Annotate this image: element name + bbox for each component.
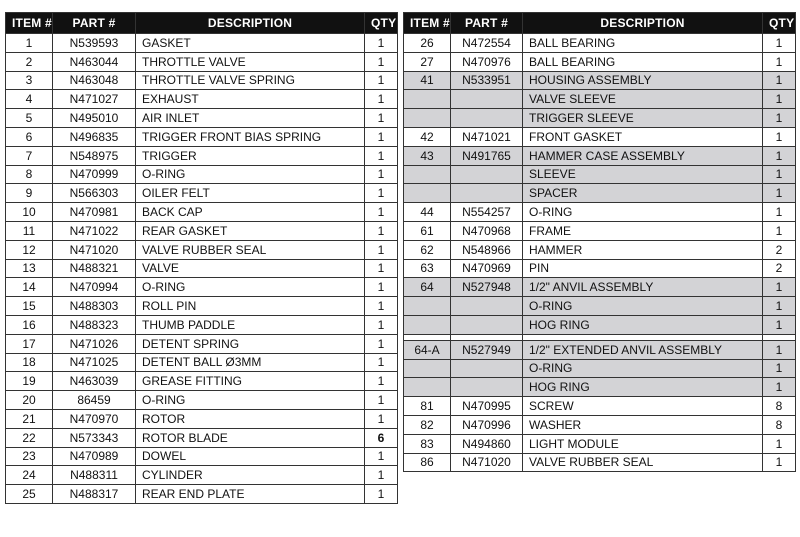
table-row — [404, 109, 796, 128]
qty-cell: 1 — [763, 52, 796, 71]
description-cell: DOWEL — [136, 447, 365, 466]
table-row — [404, 434, 796, 453]
header-qty: QTY — [763, 13, 796, 34]
part-number-cell: N463039 — [53, 372, 136, 391]
item-cell: 3 — [6, 71, 53, 90]
table-row — [404, 453, 796, 472]
item-cell: 14 — [6, 278, 53, 297]
table-row — [404, 378, 796, 397]
qty-cell: 1 — [763, 34, 796, 53]
qty-cell: 8 — [763, 397, 796, 416]
item-cell: 26 — [404, 34, 451, 53]
item-cell — [404, 90, 451, 109]
qty-cell: 1 — [365, 391, 398, 410]
item-cell: 13 — [6, 259, 53, 278]
item-cell: 81 — [404, 397, 451, 416]
description-cell: FRONT GASKET — [523, 127, 763, 146]
table-row — [404, 203, 796, 222]
item-cell: 16 — [6, 315, 53, 334]
table-row — [6, 259, 398, 278]
part-number-cell: N488323 — [53, 315, 136, 334]
part-number-cell: N470970 — [53, 409, 136, 428]
part-number-cell: N471021 — [451, 127, 523, 146]
header-part: PART # — [451, 13, 523, 34]
qty-cell: 1 — [763, 203, 796, 222]
qty-cell: 2 — [763, 259, 796, 278]
qty-cell: 1 — [365, 203, 398, 222]
header-part: PART # — [53, 13, 136, 34]
qty-cell: 8 — [763, 415, 796, 434]
table-row — [6, 372, 398, 391]
description-cell: TRIGGER SLEEVE — [523, 109, 763, 128]
description-cell: OILER FELT — [136, 184, 365, 203]
table-row — [6, 71, 398, 90]
table-row — [6, 90, 398, 109]
item-cell: 15 — [6, 297, 53, 316]
table-row — [6, 334, 398, 353]
item-cell: 42 — [404, 127, 451, 146]
table-row — [6, 109, 398, 128]
description-cell: SPACER — [523, 184, 763, 203]
part-number-cell: N527948 — [451, 278, 523, 297]
description-cell: O-RING — [136, 278, 365, 297]
item-cell: 4 — [6, 90, 53, 109]
header-description: DESCRIPTION — [523, 13, 763, 34]
description-cell: O-RING — [523, 297, 763, 316]
table-row — [404, 165, 796, 184]
parts-table-left — [5, 12, 398, 504]
part-number-cell: N527949 — [451, 340, 523, 359]
part-number-cell: N470994 — [53, 278, 136, 297]
header-row — [404, 13, 796, 34]
qty-cell: 1 — [763, 340, 796, 359]
qty-cell: 1 — [365, 409, 398, 428]
description-cell: CYLINDER — [136, 466, 365, 485]
part-number-cell: N539593 — [53, 34, 136, 53]
description-cell: BALL BEARING — [523, 34, 763, 53]
header-qty: QTY — [365, 13, 398, 34]
part-number-cell: N488303 — [53, 297, 136, 316]
table-row — [404, 397, 796, 416]
header-description: DESCRIPTION — [136, 13, 365, 34]
part-number-cell: N471020 — [53, 240, 136, 259]
description-cell: VALVE RUBBER SEAL — [523, 453, 763, 472]
description-cell: HOUSING ASSEMBLY — [523, 71, 763, 90]
description-cell: REAR GASKET — [136, 221, 365, 240]
table-row — [6, 184, 398, 203]
qty-cell: 1 — [365, 71, 398, 90]
qty-cell: 1 — [365, 184, 398, 203]
table-row — [404, 278, 796, 297]
item-cell: 62 — [404, 240, 451, 259]
description-cell: THROTTLE VALVE — [136, 52, 365, 71]
part-number-cell: N471027 — [53, 90, 136, 109]
part-number-cell: N496835 — [53, 127, 136, 146]
description-cell: REAR END PLATE — [136, 485, 365, 504]
part-number-cell: N488321 — [53, 259, 136, 278]
item-cell: 41 — [404, 71, 451, 90]
table-row — [6, 391, 398, 410]
item-cell: 82 — [404, 415, 451, 434]
table-row — [404, 184, 796, 203]
description-cell: AIR INLET — [136, 109, 365, 128]
table-row — [6, 165, 398, 184]
qty-cell: 1 — [763, 221, 796, 240]
qty-cell: 1 — [365, 334, 398, 353]
qty-cell: 1 — [365, 127, 398, 146]
description-cell: WASHER — [523, 415, 763, 434]
description-cell: SLEEVE — [523, 165, 763, 184]
description-cell: HAMMER — [523, 240, 763, 259]
part-number-cell: N470968 — [451, 221, 523, 240]
description-cell: VALVE — [136, 259, 365, 278]
description-cell: THROTTLE VALVE SPRING — [136, 71, 365, 90]
item-cell: 22 — [6, 428, 53, 447]
part-number-cell: N471022 — [53, 221, 136, 240]
item-cell: 12 — [6, 240, 53, 259]
part-number-cell: N463044 — [53, 52, 136, 71]
description-cell: BACK CAP — [136, 203, 365, 222]
item-cell: 61 — [404, 221, 451, 240]
part-number-cell — [451, 165, 523, 184]
description-cell: GREASE FITTING — [136, 372, 365, 391]
description-cell: 1/2" ANVIL ASSEMBLY — [523, 278, 763, 297]
table-row — [6, 52, 398, 71]
part-number-cell: N471026 — [53, 334, 136, 353]
qty-cell: 1 — [365, 109, 398, 128]
item-cell: 64-A — [404, 340, 451, 359]
description-cell: O-RING — [136, 165, 365, 184]
part-number-cell — [451, 109, 523, 128]
item-cell: 20 — [6, 391, 53, 410]
part-number-cell: N566303 — [53, 184, 136, 203]
item-cell: 5 — [6, 109, 53, 128]
qty-cell: 1 — [763, 71, 796, 90]
qty-cell: 1 — [365, 466, 398, 485]
item-cell: 21 — [6, 409, 53, 428]
table-row — [404, 315, 796, 334]
table-row — [6, 127, 398, 146]
qty-cell: 1 — [763, 165, 796, 184]
item-cell: 25 — [6, 485, 53, 504]
table-row — [6, 466, 398, 485]
table-row — [6, 146, 398, 165]
part-number-cell: N488311 — [53, 466, 136, 485]
part-number-cell: N470995 — [451, 397, 523, 416]
table-row — [404, 52, 796, 71]
item-cell: 23 — [6, 447, 53, 466]
table-row — [6, 240, 398, 259]
part-number-cell: N488317 — [53, 485, 136, 504]
description-cell: DETENT SPRING — [136, 334, 365, 353]
qty-cell: 1 — [763, 315, 796, 334]
item-cell: 1 — [6, 34, 53, 53]
qty-cell: 1 — [763, 184, 796, 203]
part-number-cell: N573343 — [53, 428, 136, 447]
qty-cell: 1 — [763, 297, 796, 316]
qty-cell: 2 — [763, 240, 796, 259]
description-cell: HAMMER CASE ASSEMBLY — [523, 146, 763, 165]
table-row — [404, 34, 796, 53]
part-number-cell: N533951 — [451, 71, 523, 90]
description-cell: HOG RING — [523, 315, 763, 334]
part-number-cell: N471025 — [53, 353, 136, 372]
item-cell: 6 — [6, 127, 53, 146]
table-row — [6, 353, 398, 372]
qty-cell: 1 — [365, 90, 398, 109]
description-cell: O-RING — [523, 359, 763, 378]
part-number-cell — [451, 315, 523, 334]
item-cell — [404, 109, 451, 128]
description-cell: TRIGGER FRONT BIAS SPRING — [136, 127, 365, 146]
qty-cell: 1 — [365, 146, 398, 165]
table-row — [6, 485, 398, 504]
description-cell: ROTOR BLADE — [136, 428, 365, 447]
item-cell: 9 — [6, 184, 53, 203]
qty-cell: 1 — [763, 278, 796, 297]
qty-cell: 1 — [763, 434, 796, 453]
table-row — [404, 359, 796, 378]
table-row — [404, 340, 796, 359]
item-cell — [404, 184, 451, 203]
table-row — [404, 259, 796, 278]
part-number-cell: N470999 — [53, 165, 136, 184]
qty-cell: 1 — [365, 297, 398, 316]
item-cell: 63 — [404, 259, 451, 278]
description-cell: O-RING — [523, 203, 763, 222]
table-row — [6, 409, 398, 428]
part-number-cell — [451, 90, 523, 109]
item-cell — [404, 165, 451, 184]
qty-cell: 1 — [365, 372, 398, 391]
description-cell: VALVE RUBBER SEAL — [136, 240, 365, 259]
qty-cell: 1 — [365, 447, 398, 466]
qty-cell: 1 — [365, 259, 398, 278]
description-cell: VALVE SLEEVE — [523, 90, 763, 109]
parts-table-right — [403, 12, 796, 472]
part-number-cell: N470981 — [53, 203, 136, 222]
part-number-cell: N548966 — [451, 240, 523, 259]
part-number-cell: N470969 — [451, 259, 523, 278]
table-row — [404, 221, 796, 240]
item-cell: 2 — [6, 52, 53, 71]
item-cell: 17 — [6, 334, 53, 353]
item-cell: 10 — [6, 203, 53, 222]
item-cell: 86 — [404, 453, 451, 472]
table-row — [404, 240, 796, 259]
description-cell: SCREW — [523, 397, 763, 416]
description-cell: BALL BEARING — [523, 52, 763, 71]
part-number-cell: N470989 — [53, 447, 136, 466]
item-cell: 27 — [404, 52, 451, 71]
table-row — [404, 127, 796, 146]
qty-cell: 1 — [763, 378, 796, 397]
item-cell — [404, 359, 451, 378]
part-number-cell: N470996 — [451, 415, 523, 434]
part-number-cell: N470976 — [451, 52, 523, 71]
description-cell: THUMB PADDLE — [136, 315, 365, 334]
table-row — [404, 297, 796, 316]
item-cell: 18 — [6, 353, 53, 372]
part-number-cell: N494860 — [451, 434, 523, 453]
item-cell: 83 — [404, 434, 451, 453]
part-number-cell — [451, 184, 523, 203]
part-number-cell — [451, 378, 523, 397]
item-cell — [404, 315, 451, 334]
table-row — [6, 297, 398, 316]
item-cell: 43 — [404, 146, 451, 165]
qty-cell: 6 — [365, 428, 398, 447]
part-number-cell — [451, 297, 523, 316]
qty-cell: 1 — [365, 485, 398, 504]
description-cell: O-RING — [136, 391, 365, 410]
item-cell: 24 — [6, 466, 53, 485]
header-row — [6, 13, 398, 34]
qty-cell: 1 — [365, 278, 398, 297]
table-row — [6, 447, 398, 466]
table-row — [6, 278, 398, 297]
qty-cell: 1 — [365, 34, 398, 53]
description-cell: DETENT BALL Ø3MM — [136, 353, 365, 372]
table-row — [6, 203, 398, 222]
item-cell: 7 — [6, 146, 53, 165]
item-cell: 11 — [6, 221, 53, 240]
description-cell: EXHAUST — [136, 90, 365, 109]
qty-cell: 1 — [763, 453, 796, 472]
part-number-cell — [451, 359, 523, 378]
table-row — [404, 146, 796, 165]
part-number-cell: N554257 — [451, 203, 523, 222]
qty-cell: 1 — [365, 315, 398, 334]
description-cell: ROTOR — [136, 409, 365, 428]
description-cell: FRAME — [523, 221, 763, 240]
qty-cell: 1 — [365, 165, 398, 184]
qty-cell: 1 — [763, 146, 796, 165]
description-cell: ROLL PIN — [136, 297, 365, 316]
table-row — [6, 428, 398, 447]
part-number-cell: N548975 — [53, 146, 136, 165]
description-cell: HOG RING — [523, 378, 763, 397]
table-row — [6, 34, 398, 53]
part-number-cell: N495010 — [53, 109, 136, 128]
qty-cell: 1 — [365, 221, 398, 240]
part-number-cell: N471020 — [451, 453, 523, 472]
qty-cell: 1 — [365, 240, 398, 259]
qty-cell: 1 — [763, 127, 796, 146]
header-item: ITEM # — [404, 13, 451, 34]
item-cell — [404, 297, 451, 316]
description-cell: GASKET — [136, 34, 365, 53]
description-cell: TRIGGER — [136, 146, 365, 165]
qty-cell: 1 — [763, 359, 796, 378]
description-cell: 1/2" EXTENDED ANVIL ASSEMBLY — [523, 340, 763, 359]
qty-cell: 1 — [365, 353, 398, 372]
table-row — [404, 90, 796, 109]
table-row — [404, 415, 796, 434]
qty-cell: 1 — [763, 90, 796, 109]
table-row — [6, 315, 398, 334]
part-number-cell: 86459 — [53, 391, 136, 410]
qty-cell: 1 — [365, 52, 398, 71]
table-row — [6, 221, 398, 240]
header-item: ITEM # — [6, 13, 53, 34]
item-cell: 44 — [404, 203, 451, 222]
table-row — [404, 71, 796, 90]
item-cell — [404, 378, 451, 397]
part-number-cell: N491765 — [451, 146, 523, 165]
qty-cell: 1 — [763, 109, 796, 128]
description-cell: LIGHT MODULE — [523, 434, 763, 453]
item-cell: 19 — [6, 372, 53, 391]
part-number-cell: N472554 — [451, 34, 523, 53]
part-number-cell: N463048 — [53, 71, 136, 90]
item-cell: 8 — [6, 165, 53, 184]
item-cell: 64 — [404, 278, 451, 297]
description-cell: PIN — [523, 259, 763, 278]
